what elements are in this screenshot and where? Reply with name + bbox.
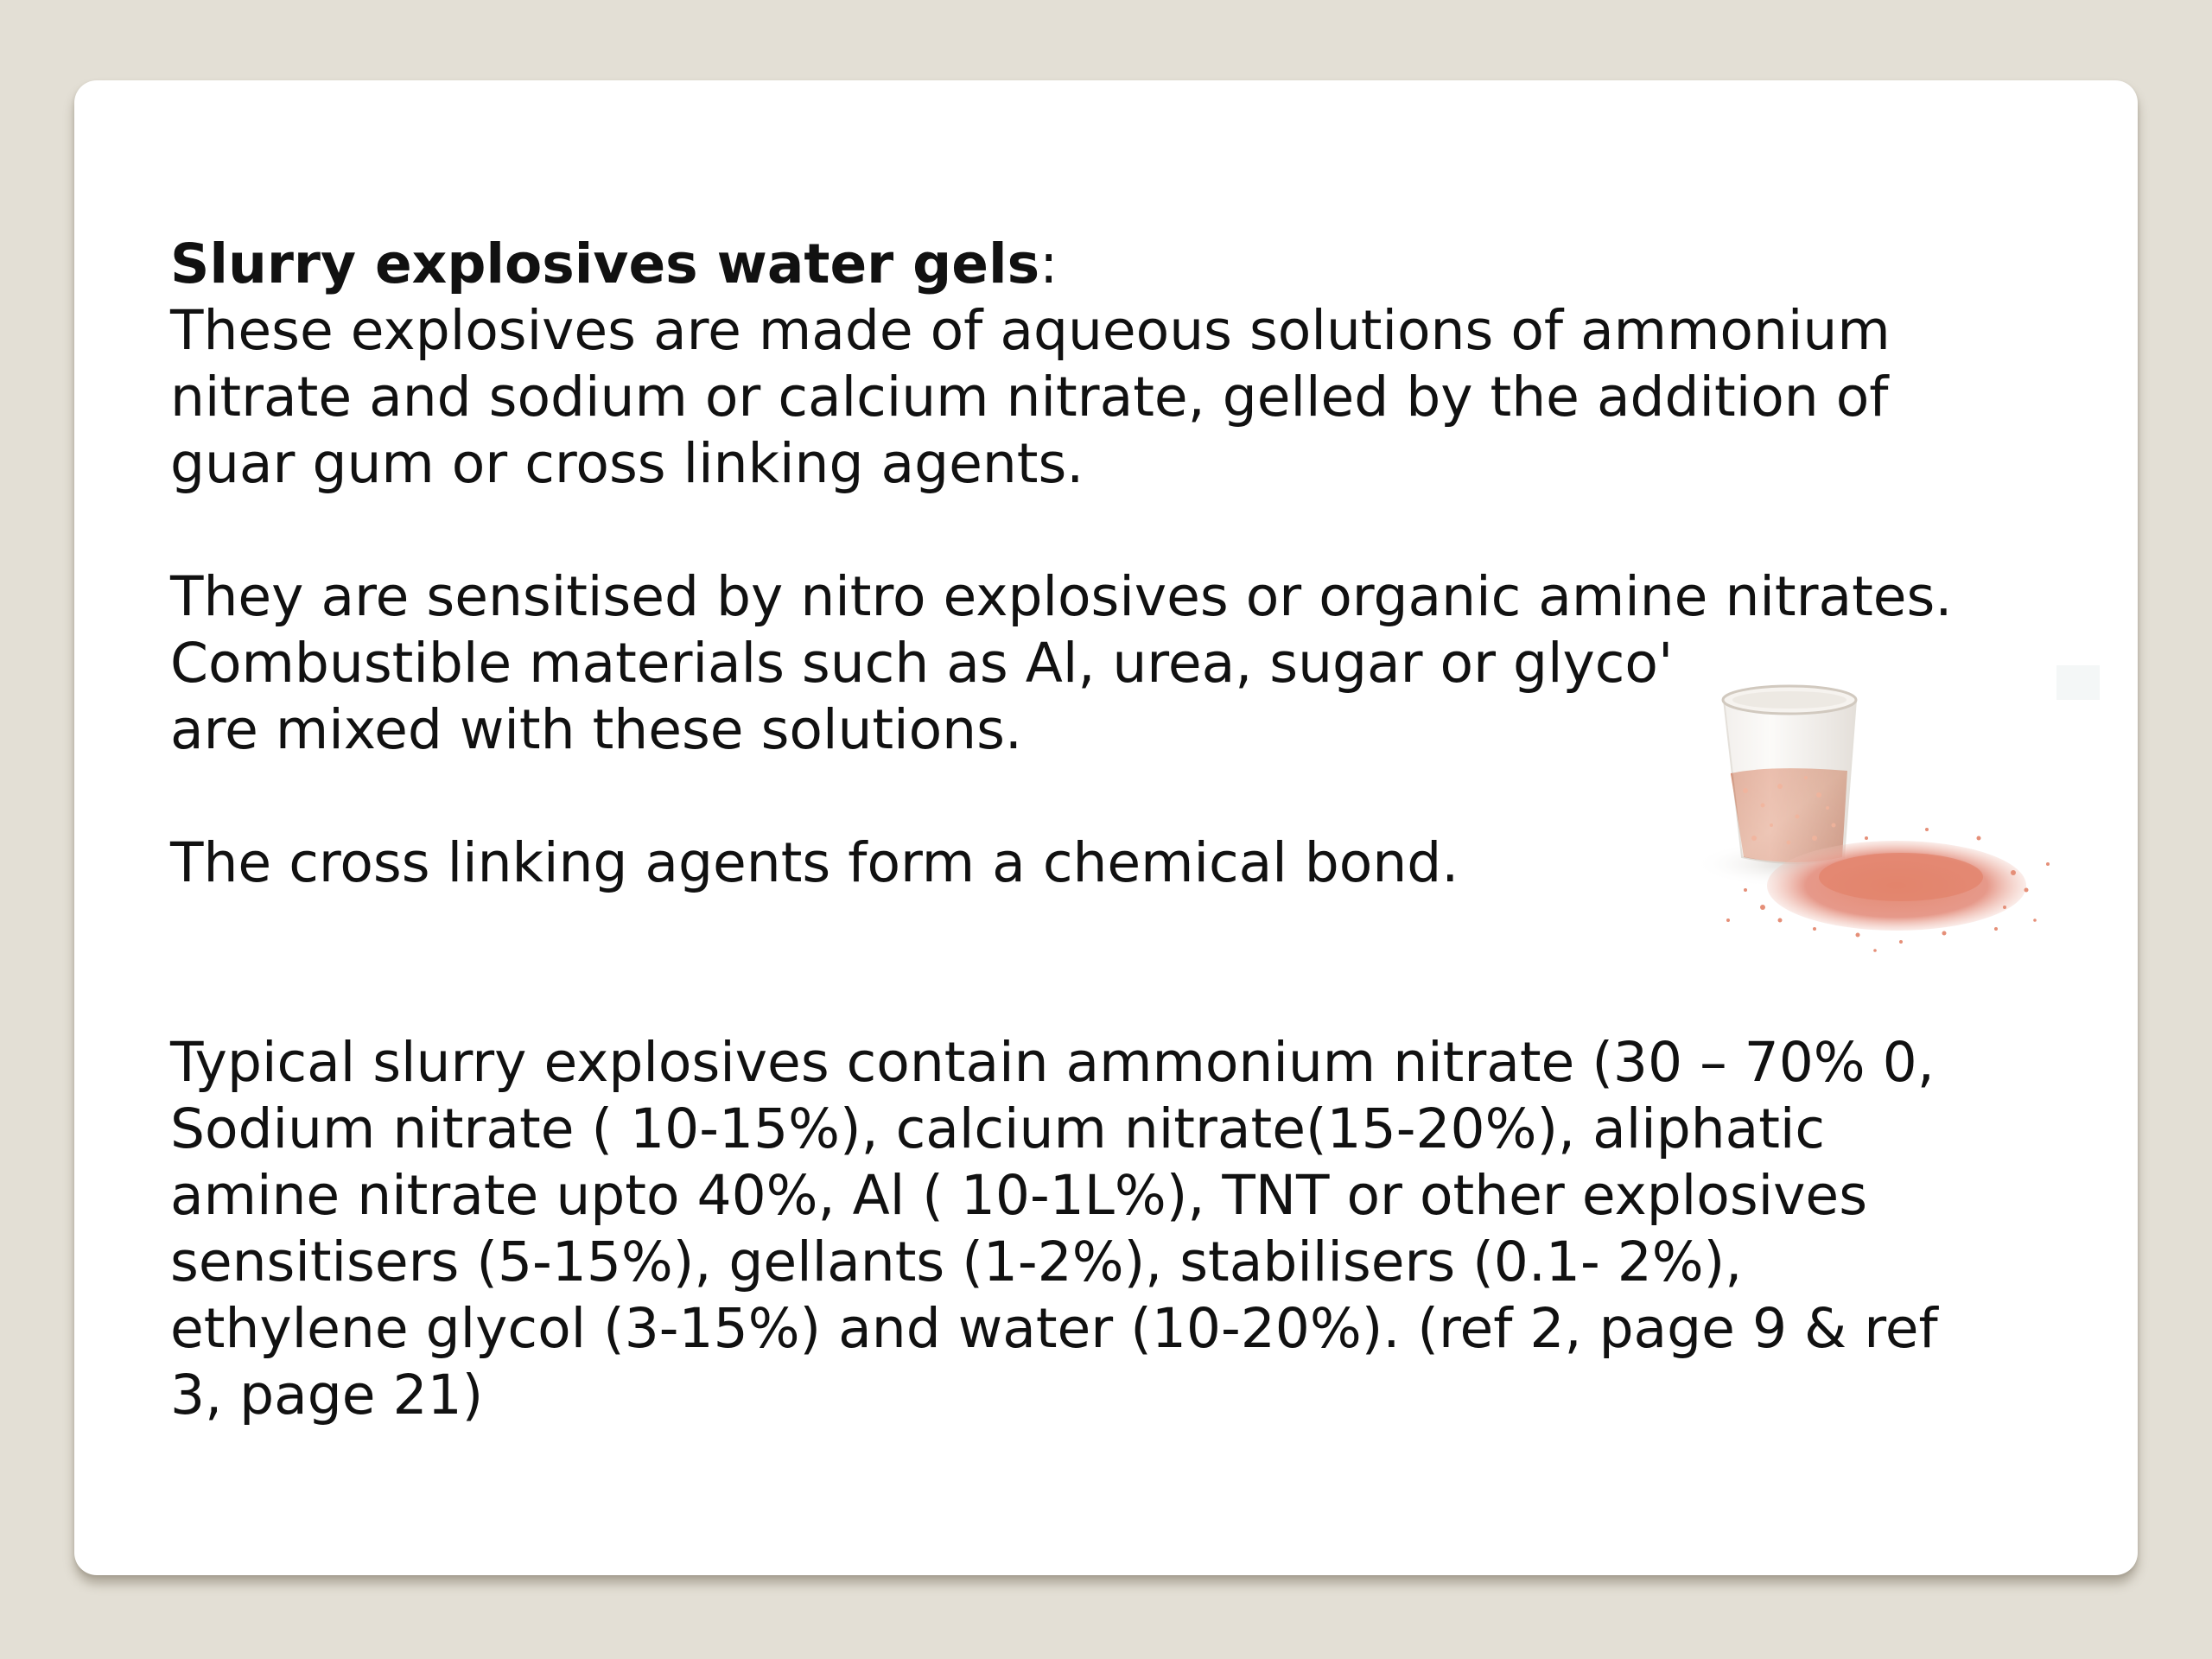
paragraph-line: ethylene glycol (3-15%) and water (10-20%). (ref 2, page 9 & ref [170,1297,1938,1360]
heading-colon: : [1039,232,1058,296]
paragraph-intro [170,297,2123,497]
slide-heading: Slurry explosives water gels [170,232,1040,296]
paragraph-line: are mixed with these solutions. [170,698,1022,761]
paragraph-line: The cross linking agents form a chemical bond. [170,831,1459,894]
paragraph-line: guar gum or cross linking agents. [170,432,1084,495]
paragraph-line: Combustible materials such as Al, urea, sugar or glyco' [170,632,1674,695]
faint-background-edge [2056,665,2100,700]
paragraph-line: These explosives are made of aqueous solutions of ammonium [170,299,1891,362]
paragraph-line: sensitisers (5-15%), gellants (1-2%), stabilisers (0.1- 2%), [170,1230,1743,1294]
paragraph-line: Typical slurry explosives contain ammonium nitrate (30 – 70% 0, [170,1031,1935,1094]
paragraph-line: 3, page 21) [170,1363,484,1427]
paragraph-line: They are sensitised by nitro explosives or organic amine nitrates. [170,565,1953,628]
paragraph-line: amine nitrate upto 40%, Al ( 10-1L%), TNT or other explosives [170,1164,1868,1227]
paragraph-line: nitrate and sodium or calcium nitrate, gelled by the addition of [170,365,1889,429]
paragraph-line: Sodium nitrate ( 10-15%), calcium nitrate(15-20%), aliphatic [170,1097,1826,1160]
paragraph-composition [170,1029,2123,1428]
granules-cup-image [1642,579,2108,968]
cup-body [1724,700,1856,863]
heading-line [170,231,2123,297]
